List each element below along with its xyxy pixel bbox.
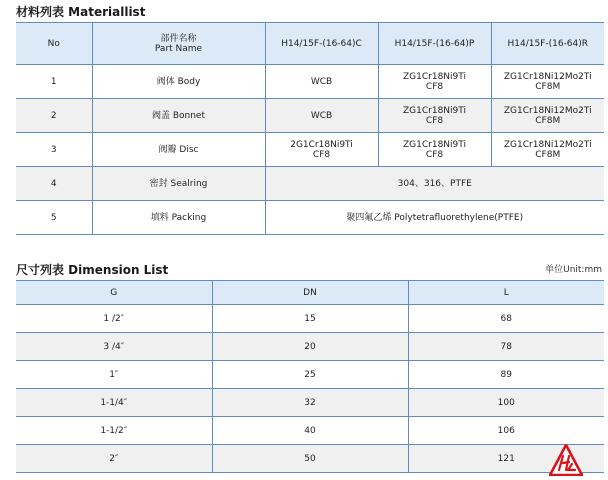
cell-dn: 50 — [212, 445, 408, 473]
cell-dn: 20 — [212, 333, 408, 361]
cell-l: 100 — [408, 389, 604, 417]
row-p-line1: ZG1Cr18Ni9Ti — [403, 139, 466, 150]
dimension-row — [16, 445, 604, 473]
dimension-row — [16, 417, 604, 445]
material-row — [16, 201, 604, 235]
material-row — [16, 133, 604, 167]
row-no: 3 — [16, 133, 92, 167]
header-model-c: H14/15F-(16-64)C — [265, 23, 378, 65]
header-g: G — [16, 281, 212, 305]
row-r — [491, 133, 604, 167]
row-c-line1: 2G1Cr18Ni9Ti — [290, 139, 353, 150]
material-row — [16, 65, 604, 99]
cell-g: 1 /2″ — [16, 305, 212, 333]
row-p-line2: CF8 — [425, 149, 444, 160]
cell-l: 121 — [408, 445, 604, 473]
row-part: 填料 Packing — [92, 201, 265, 235]
cell-l: 68 — [408, 305, 604, 333]
dimension-row — [16, 305, 604, 333]
dimensions-title: 尺寸列表 Dimension List — [16, 263, 169, 277]
row-r-line1: ZG1Cr18Ni12Mo2Ti — [503, 71, 592, 82]
header-model-r: H14/15F-(16-64)R — [491, 23, 604, 65]
row-r-line2: CF8M — [535, 81, 561, 92]
row-p-line1: ZG1Cr18Ni9Ti — [403, 105, 466, 116]
materials-table — [16, 22, 604, 235]
header-l: L — [408, 281, 604, 305]
row-c: WCB — [265, 99, 378, 133]
dimension-row — [16, 333, 604, 361]
header-part-name — [92, 23, 265, 65]
cell-g: 3 /4″ — [16, 333, 212, 361]
row-part: 阀体 Body — [92, 65, 265, 99]
unit-label: 单位Unit:mm — [545, 265, 602, 275]
row-r — [491, 99, 604, 133]
row-r — [491, 65, 604, 99]
row-p — [378, 133, 491, 167]
row-r-line1: ZG1Cr18Ni12Mo2Ti — [503, 139, 592, 150]
cell-l: 89 — [408, 361, 604, 389]
row-r-line1: ZG1Cr18Ni12Mo2Ti — [503, 105, 592, 116]
header-dn: DN — [212, 281, 408, 305]
material-row — [16, 99, 604, 133]
header-no: No — [16, 23, 92, 65]
cell-dn: 15 — [212, 305, 408, 333]
dimensions-table — [16, 280, 604, 473]
row-c: WCB — [265, 65, 378, 99]
row-part: 阀盖 Bonnet — [92, 99, 265, 133]
row-p — [378, 99, 491, 133]
material-row — [16, 167, 604, 201]
dimension-row — [16, 361, 604, 389]
header-model-p: H14/15F-(16-64)P — [378, 23, 491, 65]
row-p-line2: CF8 — [425, 81, 444, 92]
cell-dn: 32 — [212, 389, 408, 417]
cell-g: 1-1/4″ — [16, 389, 212, 417]
row-p-line2: CF8 — [425, 115, 444, 126]
hz-logo-icon — [549, 444, 583, 476]
cell-g: 1″ — [16, 361, 212, 389]
row-no: 4 — [16, 167, 92, 201]
cell-l: 106 — [408, 417, 604, 445]
cell-g: 2″ — [16, 445, 212, 473]
row-no: 5 — [16, 201, 92, 235]
row-r-line2: CF8M — [535, 115, 561, 126]
row-c — [265, 133, 378, 167]
cell-dn: 25 — [212, 361, 408, 389]
row-no: 2 — [16, 99, 92, 133]
cell-l: 78 — [408, 333, 604, 361]
row-r-line2: CF8M — [535, 149, 561, 160]
cell-g: 1-1/2″ — [16, 417, 212, 445]
dimension-row — [16, 389, 604, 417]
row-p-line1: ZG1Cr18Ni9Ti — [403, 71, 466, 82]
row-part: 密封 Sealring — [92, 167, 265, 201]
row-merged-material: 聚四氟乙烯 Polytetrafluorethylene(PTFE) — [265, 201, 604, 235]
row-merged-material: 304、316、PTFE — [265, 167, 604, 201]
row-c-line2: CF8 — [312, 149, 331, 160]
row-p — [378, 65, 491, 99]
header-part-name-cn: 部件名称 — [160, 33, 197, 44]
header-part-name-en: Part Name — [154, 43, 203, 54]
row-no: 1 — [16, 65, 92, 99]
cell-dn: 40 — [212, 417, 408, 445]
materials-title: 材料列表 Materiallist — [16, 5, 146, 19]
row-part: 阀瓣 Disc — [92, 133, 265, 167]
